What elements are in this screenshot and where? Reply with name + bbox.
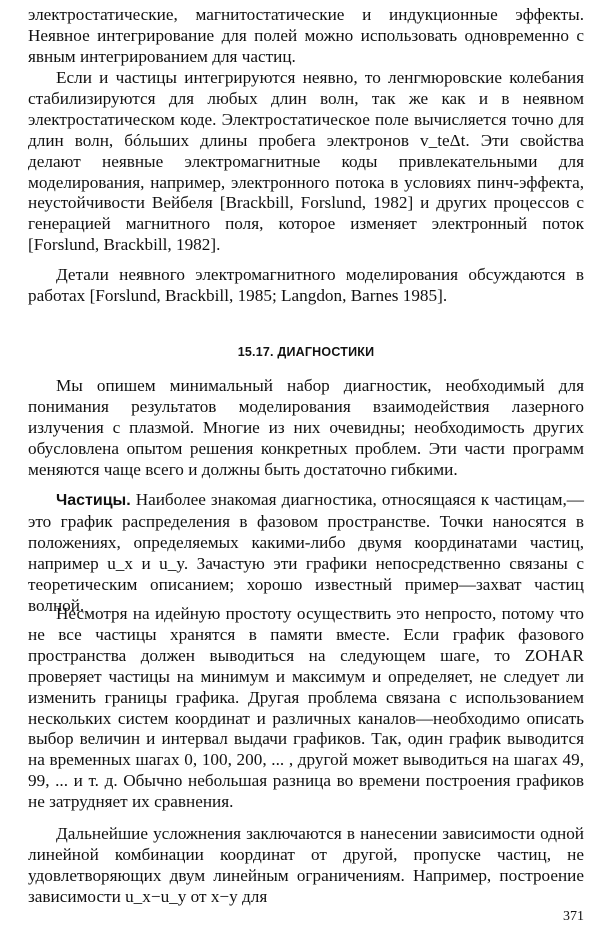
paragraph-3: Детали неявного электромагнитного моделирования обсуждаются в работах [Forslund, Brackbill, 1985; Langdon, Barnes 1985]. <box>28 265 584 305</box>
paragraph-5-body: Наиболее знакомая диагностика, относящаяся к частицам,—это график распределения в фазовом пространстве. Точки наносятся в положениях, определяемых какими-либо двумя координатами частиц, например u_x и u_y. Зачастую эти графики непосредственно связаны с теоретическим описанием; хорошо известный пример—захват частиц волной. <box>28 490 584 615</box>
paragraph-5-lead: Частицы. <box>56 492 131 509</box>
paragraph-2: Если и частицы интегрируются неявно, то ленгмюровские колебания стабилизируются для любых длин волн, так же как и в неявном электростатическом коде. Электростатическое поле вычисляется точно для длин волн, бóльших длины пробега электронов v_teΔt. Эти свойства делают неявные электромагнитные коды привлекательными для моделирования, например, электронного потока в условиях пинч-эффекта, неустойчивости Вейбеля [Brackbill, Forslund, 1982] и других процессов с генерацией магнитного поля, которое изменяет электронный поток [Forslund, Brackbill, 1982]. <box>28 68 584 255</box>
paragraph-6: Несмотря на идейную простоту осуществить это непросто, потому что не все частицы хранятся в памяти вместе. Если график фазового пространства должен выводиться на следующем шаге, то ZOHAR проверяет частицы на минимум и максимум и определяет, не следует ли изменить границы графика. Другая проблема связана с использованием нескольких систем координат и различных каналов—необходимо описать выбор величин и интервал выдачи графиков. Так, один график выводится на временных шагах 0, 100, 200, ... , другой может выводиться на шагах 49, 99, ... и т. д. Обычно небольшая разница во времени построения графиков не затрудняет их сравнения. <box>28 604 584 812</box>
section-heading: 15.17. ДИАГНОСТИКИ <box>237 345 375 359</box>
page-number: 371 <box>563 909 584 924</box>
paragraph-7: Дальнейшие усложнения заключаются в нанесении зависимости одной линейной комбинации координат от другой, пропуске частиц, не удовлетворяющих двум линейным ограничениям. Например, построение зависимости u_x−u_y от x−y для <box>28 824 584 906</box>
paragraph-4: Мы опишем минимальный набор диагностик, необходимый для понимания результатов моделирования взаимодействия лазерного излучения с плазмой. Многие из них очевидны; необходимость других обусловлена опытом решения конкретных проблем. Эти части программ меняются чаще всего и должны быть достаточно гибкими. <box>28 376 584 479</box>
paragraph-5 <box>28 490 584 616</box>
paragraph-1: электростатические, магнитостатические и индукционные эффекты. Неявное интегрирование для полей можно использовать одновременно с явным интегрированием для частиц. <box>28 5 584 66</box>
